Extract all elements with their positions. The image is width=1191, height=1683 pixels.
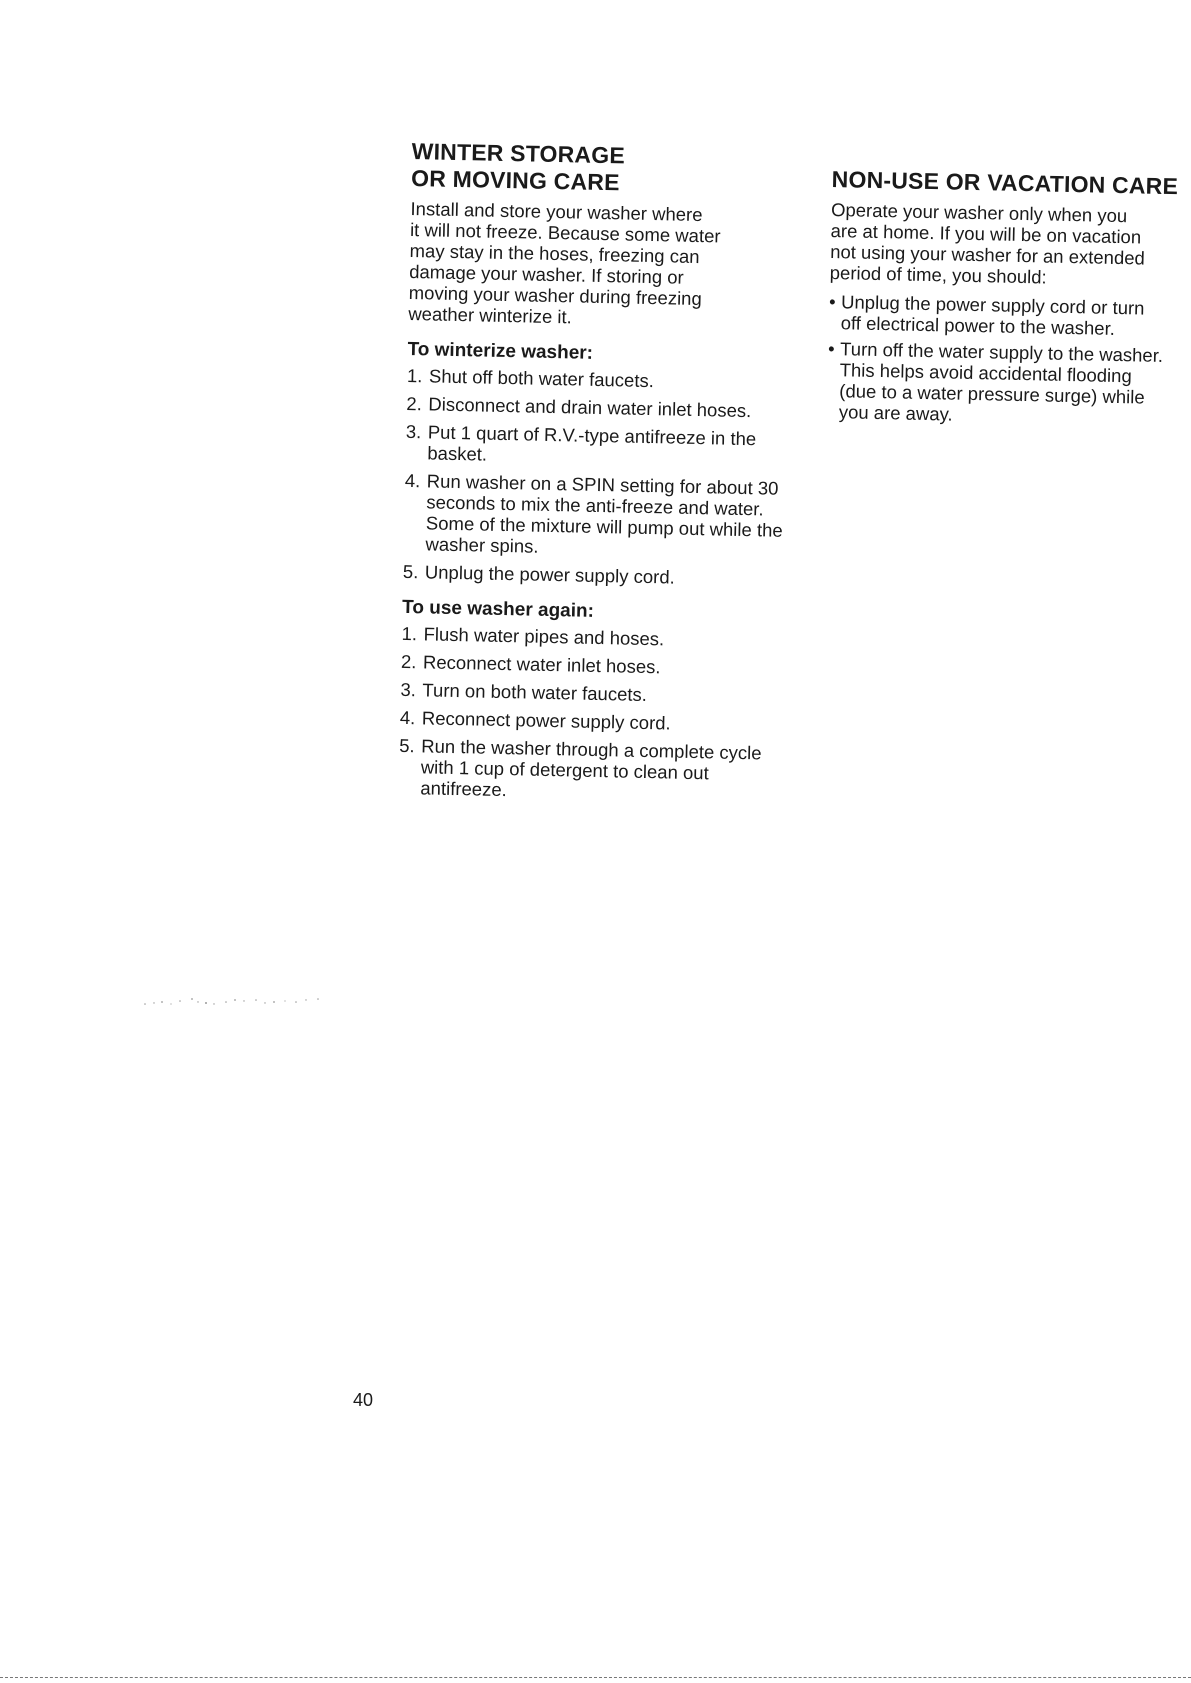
list-item <box>406 393 796 422</box>
step-number: 4. <box>399 706 416 729</box>
bullet-icon: • <box>827 337 835 360</box>
winterize-steps <box>403 365 797 590</box>
vacation-care-title: NON-USE OR VACATION CARE <box>831 166 1179 200</box>
intro-line: it will not freeze. Because some water <box>409 218 721 247</box>
step-text: Run washer on a SPIN setting for about 30 seconds to mix the anti-freeze and water. Some of the mixture will pump out while the washer spins. <box>425 470 783 557</box>
list-item <box>403 561 793 590</box>
list-item <box>407 365 797 394</box>
bullet-line: Unplug the power supply cord or turn <box>840 291 1145 319</box>
title-line-1: WINTER STORAGE <box>411 138 626 169</box>
bullet-line: This helps avoid accidental flooding <box>839 359 1132 387</box>
bullet-icon: • <box>828 290 836 313</box>
step-number: 5. <box>399 734 415 757</box>
page-number: 40 <box>353 1390 374 1410</box>
page-bottom-edge <box>0 1677 1191 1678</box>
step-number: 3. <box>405 420 422 443</box>
step-number: 1. <box>406 364 423 387</box>
list-item <box>401 651 791 680</box>
step-text: Disconnect and drain water inlet hoses. <box>428 393 752 422</box>
list-item <box>405 421 796 471</box>
list-item <box>827 338 1188 429</box>
use-again-heading: To use washer again: <box>401 596 595 622</box>
vacation-care-bullets <box>827 291 1189 429</box>
step-text: Run the washer through a complete cycle with 1 cup of detergent to clean out antifreeze. <box>420 735 762 801</box>
step-number: 2. <box>400 650 417 673</box>
intro-line: damage your washer. If storing or <box>408 260 684 288</box>
list-item <box>829 291 1189 341</box>
list-item <box>398 735 789 806</box>
step-text: Put 1 quart of R.V.-type antifreeze in the basket. <box>427 421 757 465</box>
step-number: 5. <box>402 560 419 583</box>
winterize-heading: To winterize washer: <box>407 338 594 364</box>
list-item <box>403 470 795 562</box>
intro-line: not using your washer for an extended <box>829 240 1146 269</box>
intro-line: period of time, you should: <box>829 261 1047 288</box>
winter-storage-title <box>411 138 802 200</box>
winter-storage-intro <box>408 198 801 332</box>
bullet-line: you are away. <box>838 401 953 425</box>
scan-speckle <box>140 994 330 1010</box>
vacation-care-section <box>827 166 1191 434</box>
list-item <box>401 623 791 652</box>
step-number: 4. <box>404 469 421 492</box>
bullet-line: (due to a water pressure surge) while <box>839 380 1145 408</box>
step-text: Flush water pipes and hoses. <box>423 623 665 650</box>
step-text: Turn on both water faucets. <box>422 679 648 706</box>
title-line-2: OR MOVING CARE <box>410 164 620 196</box>
step-number: 2. <box>406 392 423 415</box>
intro-line: moving your washer during freezing <box>408 281 702 310</box>
winter-storage-section <box>398 138 802 813</box>
step-number: 1. <box>401 622 418 645</box>
list-item <box>400 707 790 736</box>
step-text: Unplug the power supply cord. <box>424 561 675 588</box>
step-number: 3. <box>400 678 417 701</box>
intro-line: are at home. If you will be on vacation <box>830 219 1142 248</box>
bullet-line: off electrical power to the washer. <box>840 312 1116 339</box>
step-text: Reconnect power supply cord. <box>421 707 671 734</box>
intro-line: Install and store your washer where <box>410 197 703 226</box>
step-text: Reconnect water inlet hoses. <box>422 651 661 678</box>
step-text: Shut off both water faucets. <box>428 365 655 392</box>
bullet-line: Turn off the water supply to the washer. <box>839 338 1164 366</box>
use-again-steps <box>398 623 792 806</box>
list-item <box>400 679 790 708</box>
intro-line: may stay in the hoses, freezing can <box>409 239 700 268</box>
intro-line: weather winterize it. <box>408 302 572 328</box>
intro-line: Operate your washer only when you <box>830 198 1128 227</box>
vacation-care-intro <box>830 199 1191 290</box>
